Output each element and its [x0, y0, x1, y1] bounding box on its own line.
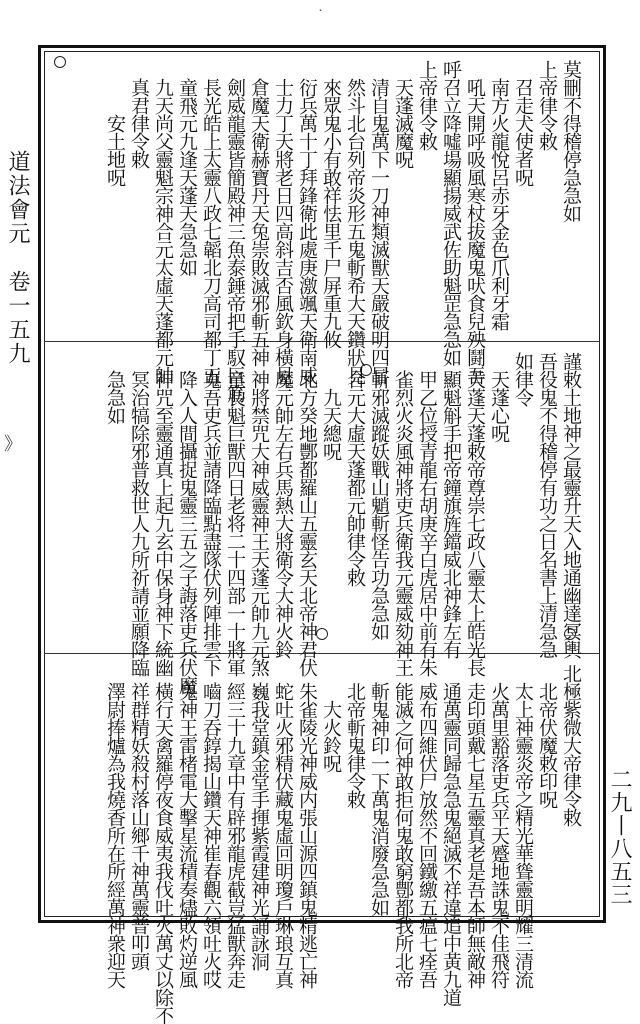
- text-column: 嚙刀吞錞揭山鑽天神崔春觀六領吐火哎: [200, 664, 222, 988]
- text-column: 上帝律令敕: [536, 60, 558, 150]
- text-column: 急急如: [104, 352, 126, 424]
- text-column: 劍威龍靈皆簡殿神三魚泰錘帝把手馭巨筋: [224, 60, 246, 402]
- text-column: 童長魁巨獸四日老将二十四部一十將軍: [224, 352, 246, 676]
- text-column: 九天尚父靈魁宗神合元太虛天蓬都元帥: [152, 60, 174, 384]
- text-column: 威布四維伏尸放然不回鐵繳五瘟七痊吾: [416, 664, 438, 988]
- text-column: 澤尉捧爐為我燒香所在所經萬神衆迎天: [104, 664, 126, 988]
- text-column: 士力丁天將老日四高斜吉否風欽身橫見: [272, 60, 294, 384]
- text-column: 冥治犒除邪普救世人九所祈請並願降臨: [128, 352, 150, 676]
- text-column: 真君律令敕: [128, 60, 150, 168]
- page-number-margin: 二九丨八五三: [607, 768, 632, 906]
- text-column: 神咒至靈通真上起九玄中保身神下統幽: [152, 352, 174, 676]
- text-column: 魔元帥左右兵馬熱大將衛令大神火鈴: [272, 352, 294, 658]
- top-mark: ˙: [317, 8, 324, 24]
- text-column: 來眾鬼小有敢祥怯里千尸屏重九攸: [320, 60, 342, 348]
- text-column: 安土地呪: [104, 60, 126, 186]
- text-column: 吾役鬼不得稽停有功之日名書上清急急: [536, 352, 558, 658]
- text-column: 衍兵萬十丁拜鋒衛此處庚激颯天衛南威: [296, 60, 318, 384]
- circle-mark: [54, 56, 66, 68]
- text-column: 神將禁咒大神威靈神王天蓬元帥九元煞: [248, 352, 270, 676]
- text-column: 北方癸地酆都羅山五靈玄天北帝神君伏: [296, 352, 318, 676]
- text-column: 北極紫微大帝律令敕: [560, 664, 582, 826]
- text-column: 北帝伏魔敕印呪: [536, 664, 558, 808]
- text-column: 天蓬滅魔呪: [392, 60, 414, 168]
- text-column: 蛇吐火邪精伏藏鬼虛回明瓊戶琳琅互真: [272, 664, 294, 988]
- margin-mark: 》: [4, 434, 22, 455]
- text-column: 甲乙位授青龍右胡庚辛白虎居中前有朱: [416, 352, 438, 676]
- text-column: 降入人間攝捉鬼靈三五之子誨落吏兵伏魔: [176, 352, 198, 694]
- text-column: 朱雀陵光神威内張山源四鎮鬼精逃亡神: [296, 664, 318, 988]
- text-column: 橫行天禽羅停夜食威夷我伐吐火萬丈以除不: [152, 664, 174, 1024]
- text-column: 火萬里豁落吏兵平天蹙地誅鬼不佳飛符: [488, 664, 510, 988]
- text-column: 莫刪不得稽停急急如: [560, 60, 582, 222]
- text-column: 合元大虛天蓬都元帥律令敕: [344, 352, 366, 586]
- text-column: 顯魁斛手把帝鐘旗旌鐺威北神鋒左有: [440, 352, 462, 658]
- text-column: 斬鬼神印一下萬鬼消廢急急如: [368, 664, 390, 916]
- text-column: 上帝律令敕: [416, 60, 438, 150]
- text-column: 經三十九章中有辟邪龍虎截豈猛獸奔走: [224, 664, 246, 988]
- text-column: 巍我堂鎮金堂手揮紫霞建神光誦詠洞: [248, 664, 270, 970]
- text-column: 斬邪滅蹤妖戰山魈斬怪告功急急如: [368, 352, 390, 640]
- text-column: 呼召立降噓場顯揚威武佐助魁罡急急如: [440, 60, 462, 366]
- text-column: 北帝斬鬼律令敕: [344, 664, 366, 808]
- text-column: 南方火龍悅呂赤牙金色爪利牙霜: [488, 60, 510, 330]
- text-column: 嵬吾吏兵並請降臨點盡隊伏列陣排雲下: [200, 352, 222, 676]
- text-column: 九天總呪: [320, 352, 342, 460]
- text-column: 祥群精妖殺村落山鄉千神萬靈普叩頭: [128, 664, 150, 970]
- text-column: 吼天開呼吸風寒杖拔魔鬼吠食兒殃鬪吾: [464, 60, 486, 384]
- text-column: 通萬靈同歸急急鬼絕滅不祥違追中黃九道: [440, 664, 462, 1006]
- text-column: 大火鈴呪: [320, 664, 342, 772]
- text-column: 能滅之何神敢拒何鬼敢窮鄷都我所北帝: [392, 664, 414, 988]
- text-column: 召走犬使者呪: [512, 60, 534, 186]
- text-column: 長光皓上太靈八政七韜北刀高司都丁五: [200, 60, 222, 384]
- text-column: 天蓬心呪: [488, 352, 510, 442]
- text-column: 如律令: [512, 352, 534, 406]
- text-column: 太上神靈炎帝之精光華聳靈明耀三清流: [512, 664, 534, 988]
- text-column: 謹敕土地神之最靈升天入地通幽達冥輿: [560, 352, 582, 658]
- text-column: 童飛元九逢天蓬天急急如: [176, 60, 198, 276]
- text-column: 走印頭戴七星五靈真老是吾本師無敵神: [464, 664, 486, 988]
- text-column: 然斗北台列帝炎形五鬼斬希大天鑽狀見: [344, 60, 366, 384]
- text-column: 倉魔天衛赫寶丹天兔崇敗滅邪斬五神: [248, 60, 270, 366]
- book-title-margin: 道法會元 卷一五九: [5, 150, 30, 366]
- text-column: 鬼神王雷楮電大擊星流積奏燼敗灼逆風: [176, 664, 198, 988]
- text-column: 雀烈火炎風神將吏兵衛我元靈威劾神王: [392, 352, 414, 676]
- text-column: 清自鬼萬下一刀神類滅獸天嚴破明四冒: [368, 60, 390, 384]
- text-column: 天蓬天蓬敕帝尊崇七政八靈太上皓光長: [464, 352, 486, 676]
